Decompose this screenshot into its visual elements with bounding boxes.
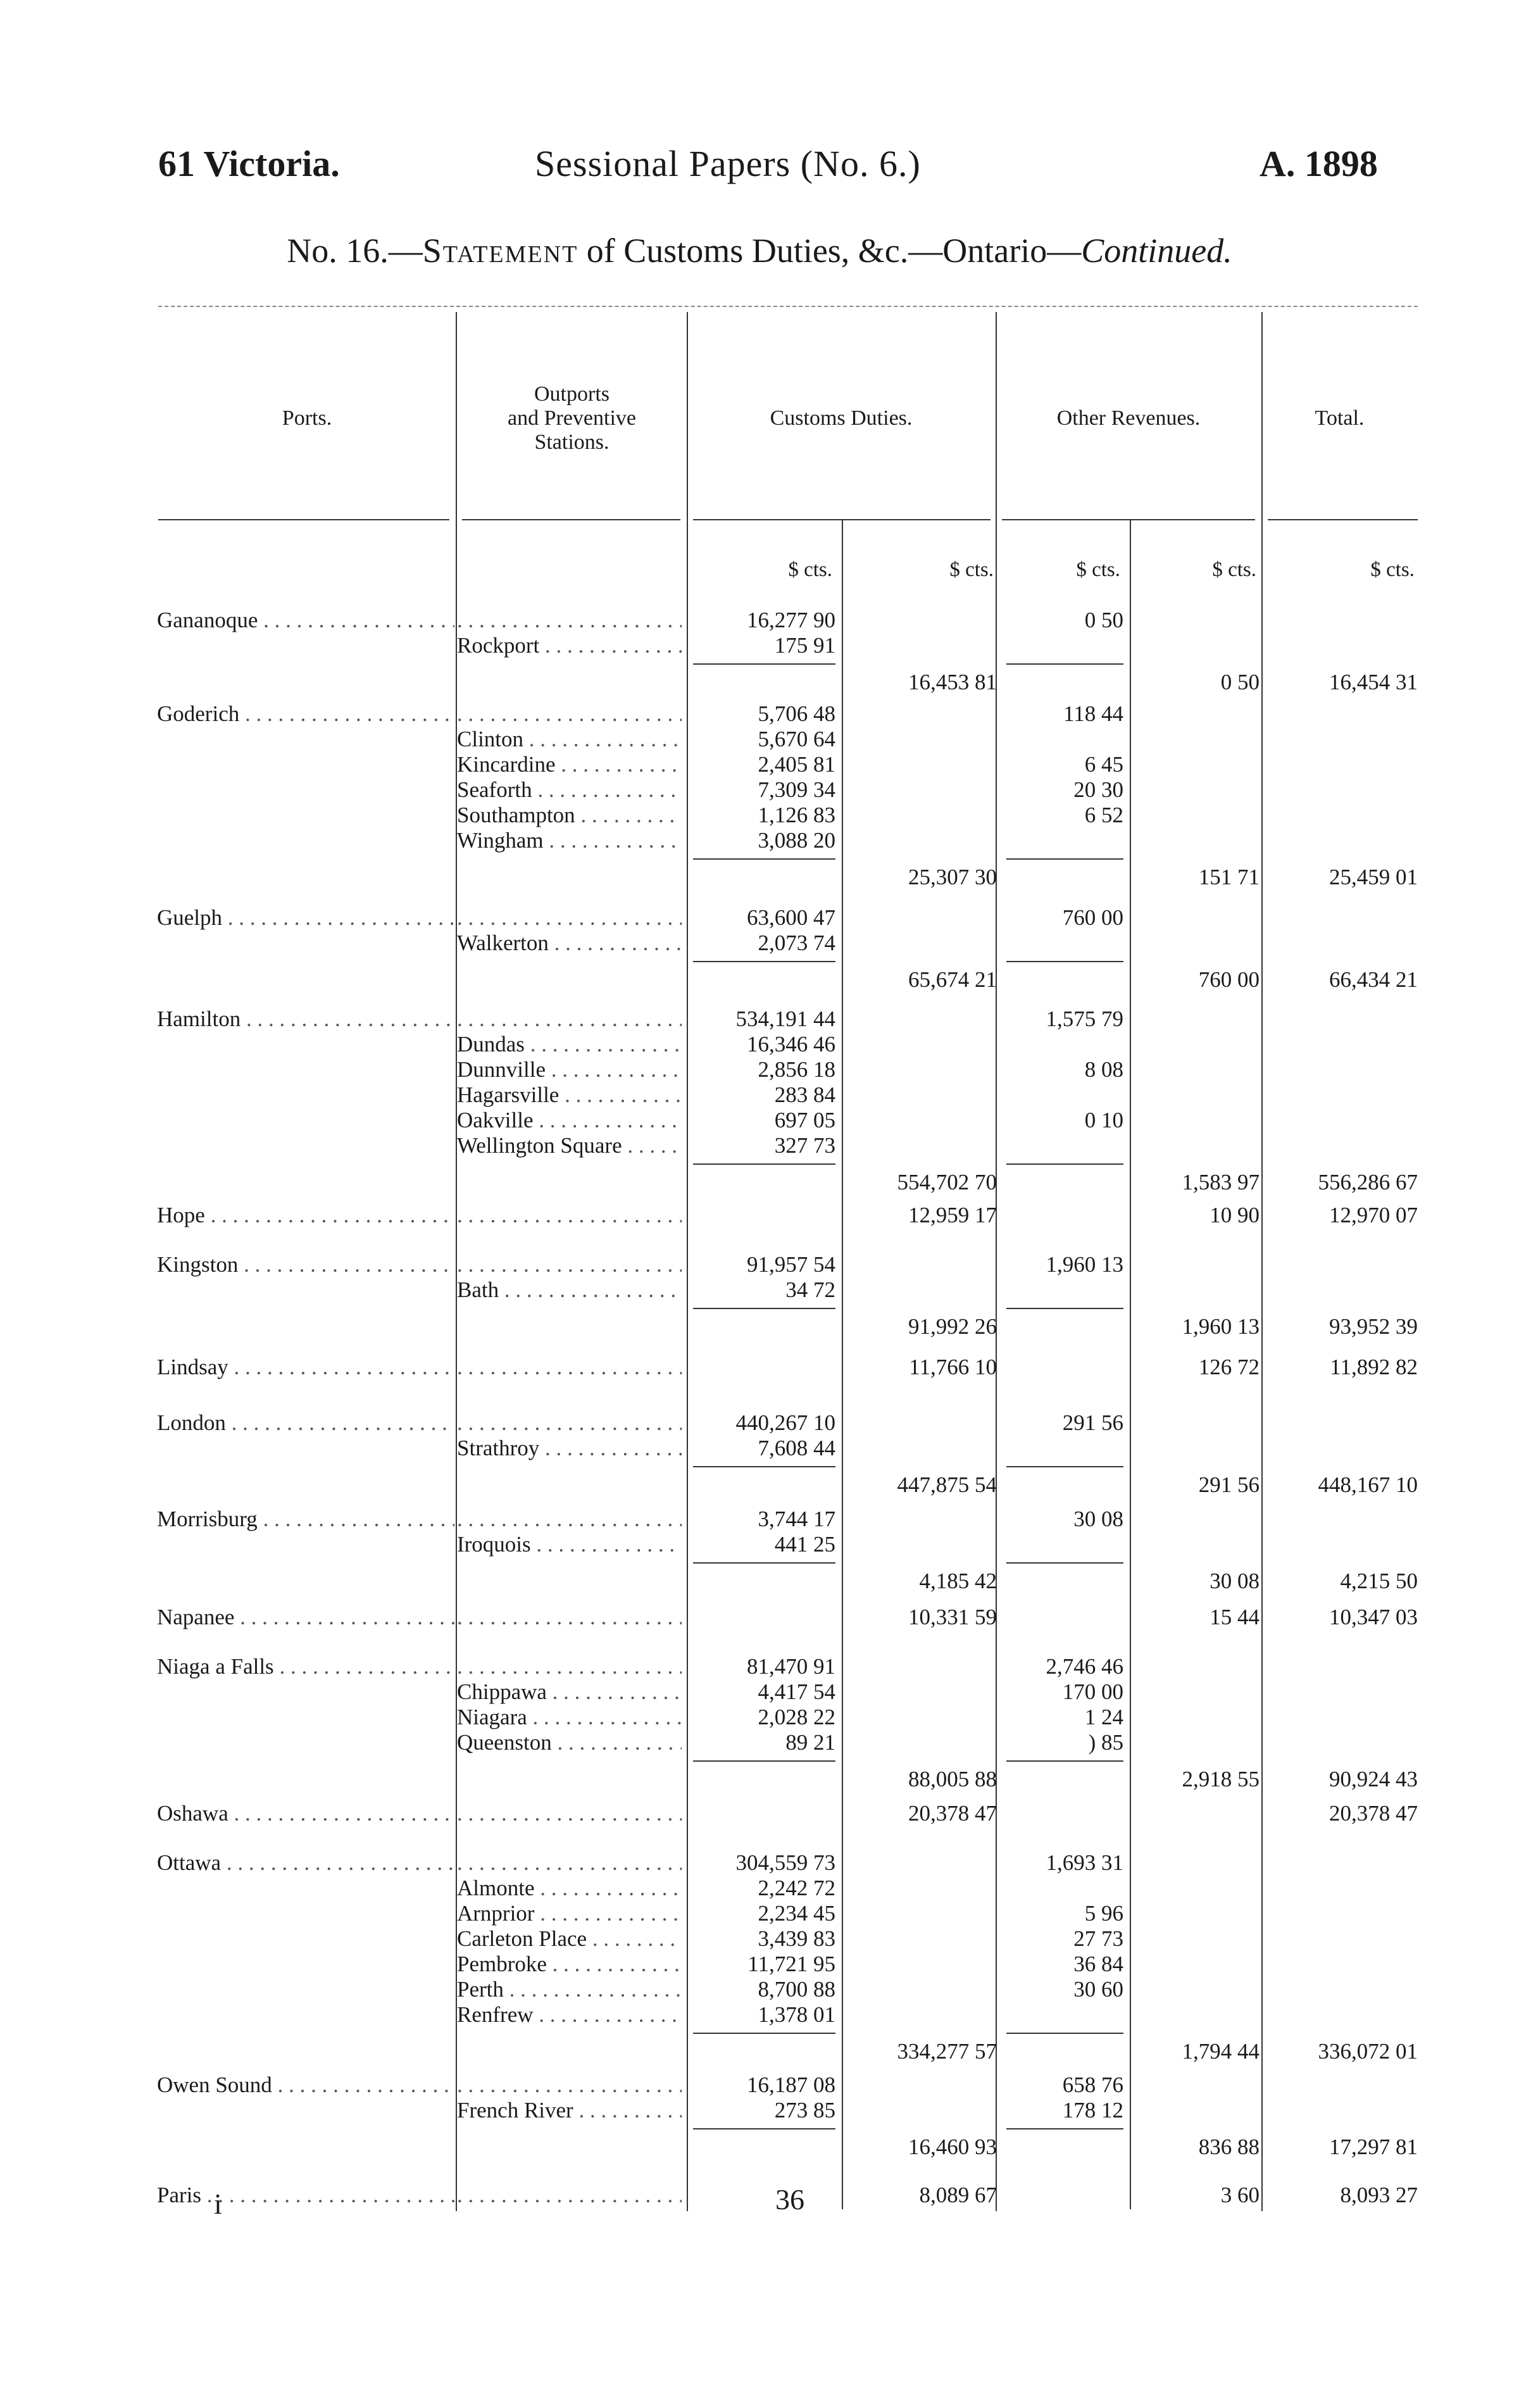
other-detail: 30 08 <box>1073 1507 1123 1531</box>
col-divider-6 <box>1130 519 1131 2209</box>
port-name: Morrisburg . . . <box>157 1507 454 1532</box>
outport-name: French River . . . <box>457 2098 682 2123</box>
outport-name <box>457 2183 682 2208</box>
row-total: 556,286 67 <box>1318 1170 1418 1195</box>
customs-detail: 5,670 64 <box>758 727 835 751</box>
outport-name: Strathroy . . . <box>457 1436 682 1461</box>
customs-detail: 4,417 54 <box>758 1679 835 1704</box>
col-divider-5 <box>842 519 843 2209</box>
row-total: 93,952 39 <box>1329 1314 1418 1339</box>
customs-detail: 2,856 18 <box>758 1057 835 1082</box>
other-total: 1,794 44 <box>1182 2039 1260 2064</box>
other-detail: 36 84 <box>1073 1952 1123 1976</box>
other-detail: 760 00 <box>1062 905 1123 930</box>
title-middle: of Customs Duties, &c.—Ontario— <box>578 232 1082 270</box>
customs-total: 16,460 93 <box>908 2135 997 2159</box>
row-total: 17,297 81 <box>1329 2135 1418 2159</box>
outport-name <box>457 1203 682 1228</box>
port-name: Napanee . . . <box>157 1605 454 1630</box>
row-total: 336,072 01 <box>1318 2039 1418 2064</box>
customs-sum-rule <box>693 1308 835 1309</box>
other-detail: 1,960 13 <box>1046 1252 1123 1277</box>
header-right: A. 1898 <box>1260 143 1378 184</box>
outport-name <box>457 1252 682 1277</box>
outport-name <box>457 1410 682 1436</box>
outport-name: Rockport . . . <box>457 633 682 658</box>
row-total: 4,215 50 <box>1340 1569 1418 1593</box>
customs-sum-rule <box>693 2128 835 2129</box>
other-total: 3 60 <box>1220 2183 1260 2207</box>
unit-customs-detail: $ cts. <box>788 558 832 581</box>
outport-name <box>457 1006 682 1032</box>
customs-detail: 1,378 01 <box>758 2002 835 2027</box>
customs-detail: 534,191 44 <box>735 1006 835 1031</box>
port-name: Hamilton . . . <box>157 1006 454 1032</box>
outport-name <box>457 1605 682 1630</box>
page-title <box>0 231 1519 270</box>
customs-detail: 304,559 73 <box>735 1850 835 1875</box>
unit-other-detail: $ cts. <box>1076 558 1120 581</box>
outport-name: Kincardine . . . <box>457 752 682 777</box>
outport-name <box>457 701 682 727</box>
outports-line-3: Stations. <box>534 430 609 454</box>
header-left: 61 Victoria. <box>158 143 340 184</box>
outport-name <box>457 2073 682 2098</box>
outport-name: Bath . . . <box>457 1277 682 1303</box>
other-detail: 27 73 <box>1073 1926 1123 1951</box>
port-name: Gananoque . . . <box>157 608 454 633</box>
column-header-ports: Ports. <box>282 406 332 430</box>
customs-sum-rule <box>693 961 835 962</box>
other-sum-rule <box>1006 2033 1123 2034</box>
port-name: Guelph . . . <box>157 905 454 931</box>
outport-name: Almonte . . . <box>457 1876 682 1901</box>
row-total: 10,347 03 <box>1329 1605 1418 1629</box>
other-detail: 2,746 46 <box>1046 1654 1123 1679</box>
customs-total: 334,277 57 <box>897 2039 997 2064</box>
customs-detail: 440,267 10 <box>735 1410 835 1435</box>
customs-detail: 2,242 72 <box>758 1876 835 1900</box>
customs-total: 8,089 67 <box>919 2183 997 2207</box>
customs-detail: 697 05 <box>774 1108 835 1132</box>
outport-name: Seaforth . . . <box>457 777 682 803</box>
other-detail: 20 30 <box>1073 777 1123 802</box>
column-header-other: Other Revenues. <box>1056 406 1201 430</box>
other-total: 291 56 <box>1198 1472 1260 1497</box>
outport-name: Iroquois . . . <box>457 1532 682 1557</box>
col-divider-2 <box>687 312 688 2211</box>
page-number: 36 <box>775 2183 804 2216</box>
outport-name: Perth . . . <box>457 1977 682 2002</box>
port-name: Oshawa . . . <box>157 1801 454 1826</box>
outport-name: Wellington Square . . . <box>457 1133 682 1158</box>
header-rule-ports <box>158 519 449 520</box>
customs-detail: 3,439 83 <box>758 1926 835 1951</box>
other-detail: 5 96 <box>1084 1901 1123 1926</box>
outport-name: Chippawa . . . <box>457 1679 682 1705</box>
outport-name <box>457 1654 682 1679</box>
other-detail: 0 10 <box>1084 1108 1123 1132</box>
outport-name: Queenston . . . <box>457 1730 682 1755</box>
customs-total: 4,185 42 <box>919 1569 997 1593</box>
col-divider-3 <box>996 312 997 2211</box>
unit-customs-total: $ cts. <box>949 558 994 581</box>
port-name: Owen Sound . . . <box>157 2073 454 2098</box>
other-detail: 291 56 <box>1062 1410 1123 1435</box>
other-total: 760 00 <box>1198 967 1260 992</box>
customs-detail: 1,126 83 <box>758 803 835 827</box>
other-detail: 6 45 <box>1084 752 1123 777</box>
row-total: 25,459 01 <box>1329 865 1418 889</box>
other-sum-rule <box>1006 1163 1123 1165</box>
customs-total: 11,766 10 <box>909 1355 997 1379</box>
row-total: 20,378 47 <box>1329 1801 1418 1826</box>
port-name: Lindsay . . . <box>157 1355 454 1380</box>
other-total: 2,918 55 <box>1182 1767 1260 1791</box>
other-detail: 170 00 <box>1062 1679 1123 1704</box>
customs-sum-rule <box>693 1562 835 1564</box>
other-sum-rule <box>1006 1760 1123 1762</box>
row-total: 16,454 31 <box>1329 670 1418 694</box>
other-detail: 178 12 <box>1062 2098 1123 2123</box>
customs-total: 65,674 21 <box>908 967 997 992</box>
other-sum-rule <box>1006 1308 1123 1309</box>
customs-detail: 327 73 <box>774 1133 835 1158</box>
row-total: 12,970 07 <box>1329 1203 1418 1227</box>
customs-detail: 3,744 17 <box>758 1507 835 1531</box>
title-prefix: No. 16.— <box>287 232 423 270</box>
customs-sum-rule <box>693 858 835 860</box>
other-detail: 658 76 <box>1062 2073 1123 2097</box>
outport-name: Carleton Place . . . <box>457 1926 682 1952</box>
unit-other-total: $ cts. <box>1212 558 1256 581</box>
customs-sum-rule <box>693 1760 835 1762</box>
customs-detail: 5,706 48 <box>758 701 835 726</box>
title-italic: Continued. <box>1081 232 1232 270</box>
port-name: Niaga a Falls . . . <box>157 1654 454 1679</box>
header-rule-outports <box>462 519 680 520</box>
unit-total: $ cts. <box>1370 558 1415 581</box>
row-total: 66,434 21 <box>1329 967 1418 992</box>
customs-sum-rule <box>693 1466 835 1467</box>
other-sum-rule <box>1006 1562 1123 1564</box>
outport-name: Southampton . . . <box>457 803 682 828</box>
other-sum-rule <box>1006 961 1123 962</box>
other-total: 836 88 <box>1198 2135 1260 2159</box>
customs-detail: 16,277 90 <box>747 608 835 632</box>
customs-total: 25,307 30 <box>908 865 997 889</box>
column-header-total: Total. <box>1315 406 1365 430</box>
customs-total: 12,959 17 <box>908 1203 997 1227</box>
outport-name: Walkerton . . . <box>457 931 682 956</box>
row-total: 90,924 43 <box>1329 1767 1418 1791</box>
outport-name <box>457 1801 682 1826</box>
customs-detail: 11,721 95 <box>747 1952 835 1976</box>
column-header-outports <box>457 382 687 455</box>
customs-detail: 63,600 47 <box>747 905 835 930</box>
customs-detail: 7,309 34 <box>758 777 835 802</box>
customs-detail: 16,346 46 <box>747 1032 835 1057</box>
col-divider-4 <box>1261 312 1263 2211</box>
customs-sum-rule <box>693 663 835 665</box>
other-detail: 0 50 <box>1084 608 1123 632</box>
top-rule <box>158 306 1418 307</box>
customs-detail: 2,028 22 <box>758 1705 835 1729</box>
other-total: 151 71 <box>1198 865 1260 889</box>
outport-name <box>457 905 682 931</box>
port-name: London . . . <box>157 1410 454 1436</box>
outport-name: Renfrew . . . <box>457 2002 682 2028</box>
other-total: 10 90 <box>1210 1203 1260 1227</box>
other-detail: 1,693 31 <box>1046 1850 1123 1875</box>
outport-name <box>457 608 682 633</box>
customs-sum-rule <box>693 2033 835 2034</box>
customs-detail: 3,088 20 <box>758 828 835 853</box>
row-total: 11,892 82 <box>1330 1355 1418 1379</box>
customs-total: 447,875 54 <box>897 1472 997 1497</box>
row-total: 8,093 27 <box>1340 2183 1418 2207</box>
header-rule-other <box>1002 519 1255 520</box>
outport-name: Dunnville . . . <box>457 1057 682 1082</box>
customs-total: 91,992 26 <box>908 1314 997 1339</box>
outport-name <box>457 1507 682 1532</box>
other-detail: 1 24 <box>1084 1705 1123 1729</box>
other-detail: 118 44 <box>1063 701 1123 726</box>
other-total: 1,960 13 <box>1182 1314 1260 1339</box>
outport-name: Pembroke . . . <box>457 1952 682 1977</box>
outport-name: Oakville . . . <box>457 1108 682 1133</box>
port-name: Paris . . . <box>157 2183 454 2208</box>
other-sum-rule <box>1006 663 1123 665</box>
customs-detail: 273 85 <box>774 2098 835 2123</box>
other-sum-rule <box>1006 858 1123 860</box>
other-total: 1,583 97 <box>1182 1170 1260 1195</box>
outport-name: Hagarsville . . . <box>457 1082 682 1108</box>
outport-name <box>457 1850 682 1876</box>
customs-detail: 16,187 08 <box>747 2073 835 2097</box>
customs-detail: 2,405 81 <box>758 752 835 777</box>
other-total: 15 44 <box>1210 1605 1260 1629</box>
title-caps: Statement <box>422 232 578 270</box>
other-total: 126 72 <box>1198 1355 1260 1379</box>
outport-name: Niagara . . . <box>457 1705 682 1730</box>
outports-line-1: Outports <box>534 382 609 406</box>
row-total: 448,167 10 <box>1318 1472 1418 1497</box>
header-center: Sessional Papers (No. 6.) <box>535 143 921 184</box>
customs-detail: 89 21 <box>785 1730 835 1755</box>
customs-detail: 7,608 44 <box>758 1436 835 1460</box>
port-name: Hope . . . <box>157 1203 454 1228</box>
footer-mark: i <box>214 2188 222 2220</box>
other-detail: 1,575 79 <box>1046 1006 1123 1031</box>
customs-total: 20,378 47 <box>908 1801 997 1826</box>
customs-total: 554,702 70 <box>897 1170 997 1195</box>
customs-detail: 2,073 74 <box>758 931 835 955</box>
customs-total: 88,005 88 <box>908 1767 997 1791</box>
header-rule-total <box>1268 519 1418 520</box>
customs-detail: 441 25 <box>774 1532 835 1557</box>
other-total: 0 50 <box>1220 670 1260 694</box>
outports-line-2: and Preventive <box>508 406 636 430</box>
outport-name: Clinton . . . <box>457 727 682 752</box>
outport-name: Arnprior . . . <box>457 1901 682 1926</box>
customs-detail: 2,234 45 <box>758 1901 835 1926</box>
outport-name: Wingham . . . <box>457 828 682 853</box>
port-name: Ottawa . . . <box>157 1850 454 1876</box>
other-detail: 6 52 <box>1084 803 1123 827</box>
outport-name: Dundas . . . <box>457 1032 682 1057</box>
other-detail: 8 08 <box>1084 1057 1123 1082</box>
customs-detail: 175 91 <box>774 633 835 658</box>
header-rule-customs <box>693 519 991 520</box>
column-header-customs: Customs Duties. <box>770 406 913 430</box>
other-sum-rule <box>1006 2128 1123 2129</box>
customs-detail: 81,470 91 <box>747 1654 835 1679</box>
customs-detail: 283 84 <box>774 1082 835 1107</box>
customs-sum-rule <box>693 1163 835 1165</box>
customs-detail: 91,957 54 <box>747 1252 835 1277</box>
other-detail: 30 60 <box>1073 1977 1123 2002</box>
customs-detail: 8,700 88 <box>758 1977 835 2002</box>
customs-total: 10,331 59 <box>908 1605 997 1629</box>
other-total: 30 08 <box>1210 1569 1260 1593</box>
other-detail: ) 85 <box>1088 1730 1123 1755</box>
customs-total: 16,453 81 <box>908 670 997 694</box>
port-name: Goderich . . . <box>157 701 454 727</box>
outport-name <box>457 1355 682 1380</box>
port-name: Kingston . . . <box>157 1252 454 1277</box>
other-sum-rule <box>1006 1466 1123 1467</box>
customs-detail: 34 72 <box>785 1277 835 1302</box>
